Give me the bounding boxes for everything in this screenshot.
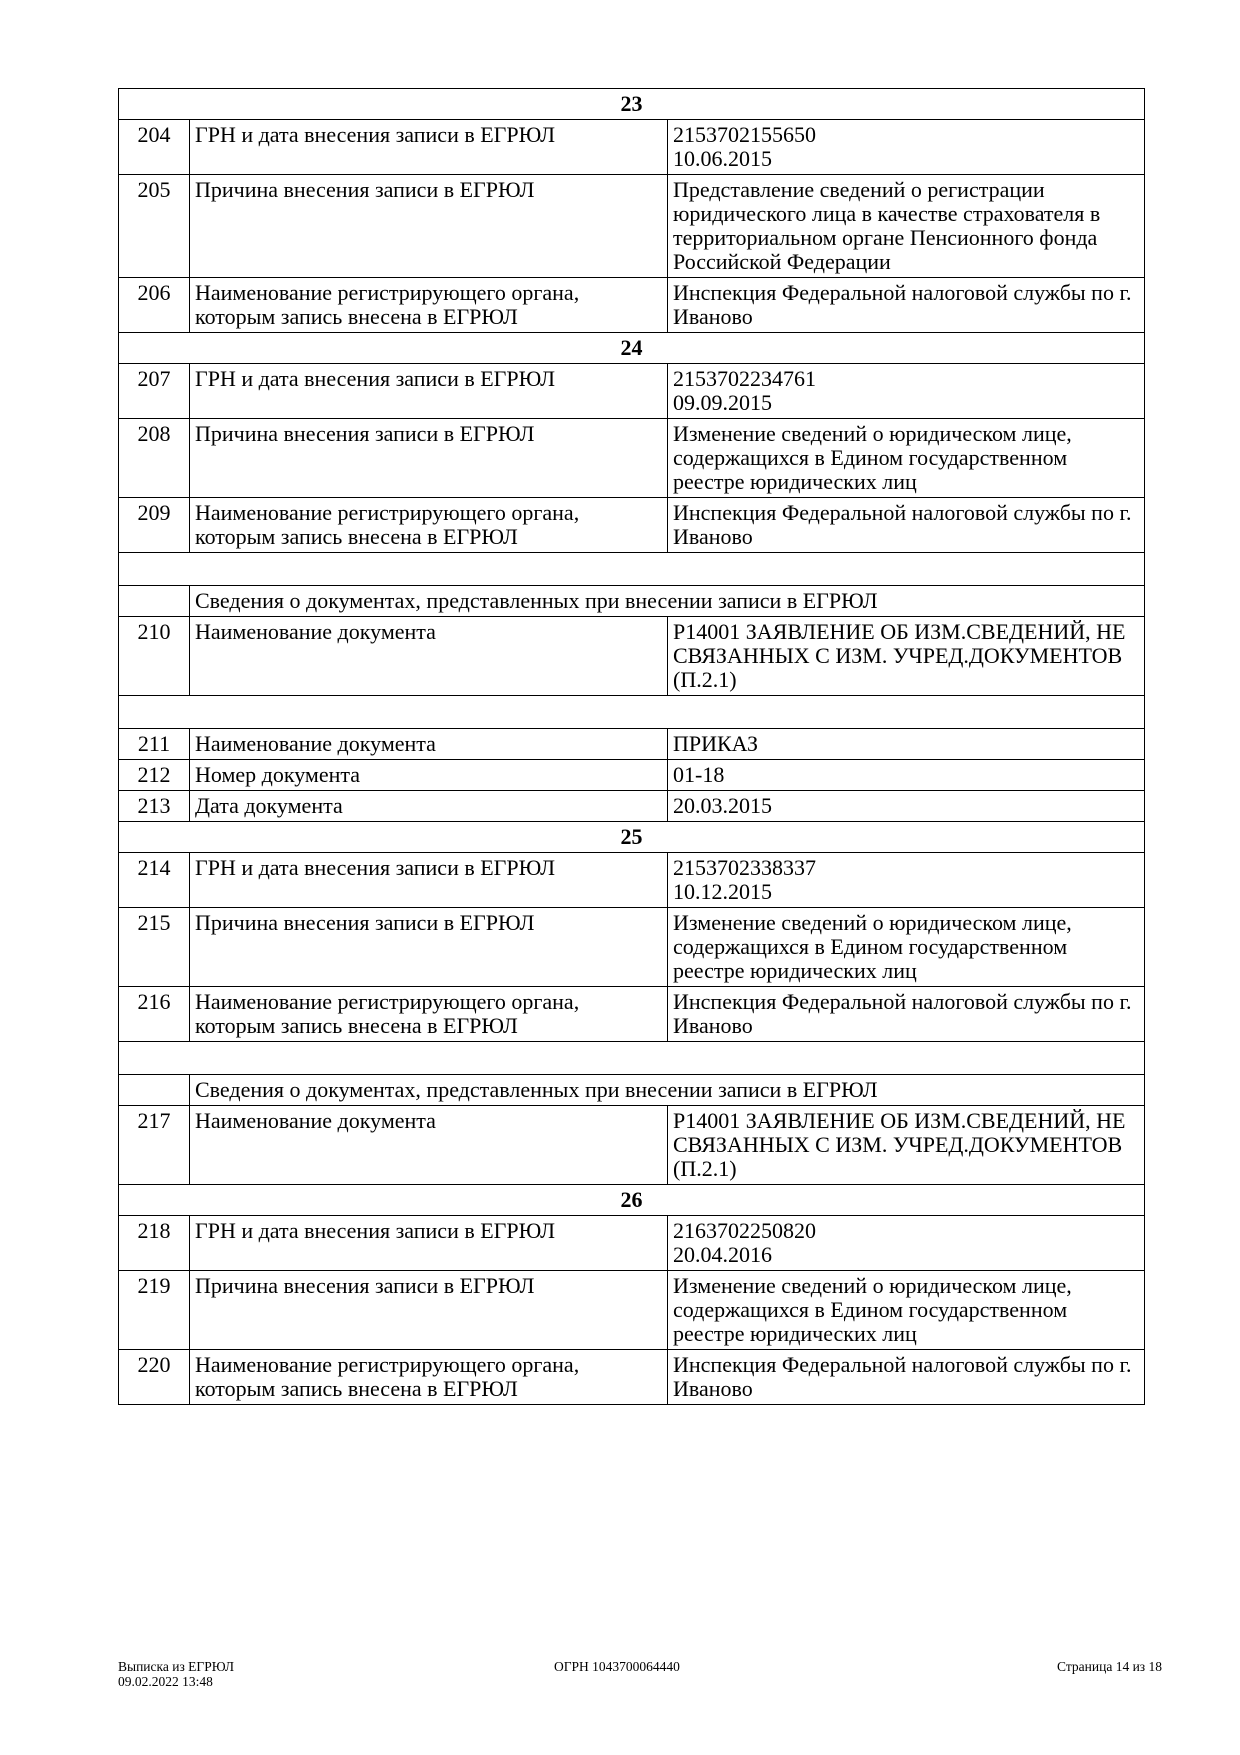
row-number: 220 [119, 1350, 190, 1405]
field-label: Причина внесения записи в ЕГРЮЛ [190, 419, 668, 498]
section-header-row [119, 1185, 1145, 1216]
field-value: 2153702155650 10.06.2015 [668, 120, 1145, 175]
field-value: 2153702338337 10.12.2015 [668, 853, 1145, 908]
field-value: 2153702234761 09.09.2015 [668, 364, 1145, 419]
field-label: ГРН и дата внесения записи в ЕГРЮЛ [190, 120, 668, 175]
field-label: Номер документа [190, 760, 668, 791]
row-number: 207 [119, 364, 190, 419]
blank-cell [119, 696, 1145, 729]
row-number: 214 [119, 853, 190, 908]
footer-title: Выписка из ЕГРЮЛ [118, 1659, 235, 1674]
field-label: ГРН и дата внесения записи в ЕГРЮЛ [190, 364, 668, 419]
subheader-number-cell [119, 1075, 190, 1106]
row-number: 206 [119, 278, 190, 333]
field-value: Инспекция Федеральной налоговой службы по г. Иваново [668, 987, 1145, 1042]
row-number: 218 [119, 1216, 190, 1271]
field-label: Причина внесения записи в ЕГРЮЛ [190, 175, 668, 278]
field-value: Инспекция Федеральной налоговой службы по г. Иваново [668, 278, 1145, 333]
row-number: 205 [119, 175, 190, 278]
field-label: Наименование документа [190, 729, 668, 760]
table-row [119, 1350, 1145, 1405]
field-value: Изменение сведений о юридическом лице, содержащихся в Едином государственном реестре юридических лиц [668, 908, 1145, 987]
field-value: Представление сведений о регистрации юридического лица в качестве страхователя в территориальном органе Пенсионного фонда Российской Федерации [668, 175, 1145, 278]
field-label: Причина внесения записи в ЕГРЮЛ [190, 1271, 668, 1350]
section-number: 26 [119, 1185, 1145, 1216]
row-number: 204 [119, 120, 190, 175]
section-number: 25 [119, 822, 1145, 853]
row-number: 209 [119, 498, 190, 553]
footer-page-number: Страница 14 из 18 [1057, 1659, 1162, 1674]
table-row [119, 175, 1145, 278]
field-label: Причина внесения записи в ЕГРЮЛ [190, 908, 668, 987]
field-label: ГРН и дата внесения записи в ЕГРЮЛ [190, 853, 668, 908]
table-row [119, 120, 1145, 175]
blank-cell [119, 553, 1145, 586]
blank-cell [119, 1042, 1145, 1075]
row-number: 212 [119, 760, 190, 791]
field-value: Р14001 ЗАЯВЛЕНИЕ ОБ ИЗМ.СВЕДЕНИЙ, НЕ СВЯЗАННЫХ С ИЗМ. УЧРЕД.ДОКУМЕНТОВ (П.2.1) [668, 1106, 1145, 1185]
documents-subheader: Сведения о документах, представленных при внесении записи в ЕГРЮЛ [190, 586, 1145, 617]
table-row [119, 364, 1145, 419]
field-value: Р14001 ЗАЯВЛЕНИЕ ОБ ИЗМ.СВЕДЕНИЙ, НЕ СВЯЗАННЫХ С ИЗМ. УЧРЕД.ДОКУМЕНТОВ (П.2.1) [668, 617, 1145, 696]
table-row [119, 908, 1145, 987]
field-value: ПРИКАЗ [668, 729, 1145, 760]
field-value: 01-18 [668, 760, 1145, 791]
row-number: 217 [119, 1106, 190, 1185]
table-row [119, 760, 1145, 791]
section-header-row [119, 333, 1145, 364]
row-number: 219 [119, 1271, 190, 1350]
documents-subheader-row [119, 586, 1145, 617]
table-row [119, 1271, 1145, 1350]
field-value: 20.03.2015 [668, 791, 1145, 822]
field-label: Дата документа [190, 791, 668, 822]
row-number: 210 [119, 617, 190, 696]
footer-document-info [118, 1644, 234, 1689]
page-footer [118, 1644, 1162, 1689]
table-row [119, 1106, 1145, 1185]
field-label: Наименование документа [190, 617, 668, 696]
field-value: Изменение сведений о юридическом лице, содержащихся в Едином государственном реестре юридических лиц [668, 1271, 1145, 1350]
section-number: 24 [119, 333, 1145, 364]
subheader-number-cell [119, 586, 190, 617]
table-row [119, 791, 1145, 822]
blank-row [119, 696, 1145, 729]
table-row [119, 1216, 1145, 1271]
table-row [119, 987, 1145, 1042]
footer-ogrn: ОГРН 1043700064440 [554, 1659, 680, 1674]
blank-row [119, 1042, 1145, 1075]
documents-subheader: Сведения о документах, представленных при внесении записи в ЕГРЮЛ [190, 1075, 1145, 1106]
egrul-records-table [118, 88, 1145, 1405]
documents-subheader-row [119, 1075, 1145, 1106]
section-header-row [119, 822, 1145, 853]
table-row [119, 419, 1145, 498]
footer-datetime: 09.02.2022 13:48 [118, 1674, 213, 1689]
field-value: Инспекция Федеральной налоговой службы по г. Иваново [668, 498, 1145, 553]
blank-row [119, 553, 1145, 586]
table-row [119, 498, 1145, 553]
row-number: 213 [119, 791, 190, 822]
field-label: Наименование регистрирующего органа, которым запись внесена в ЕГРЮЛ [190, 498, 668, 553]
table-row [119, 617, 1145, 696]
row-number: 215 [119, 908, 190, 987]
table-row [119, 729, 1145, 760]
field-label: Наименование документа [190, 1106, 668, 1185]
field-value: Изменение сведений о юридическом лице, содержащихся в Едином государственном реестре юридических лиц [668, 419, 1145, 498]
section-number: 23 [119, 89, 1145, 120]
field-label: Наименование регистрирующего органа, которым запись внесена в ЕГРЮЛ [190, 278, 668, 333]
field-label: Наименование регистрирующего органа, которым запись внесена в ЕГРЮЛ [190, 987, 668, 1042]
section-header-row [119, 89, 1145, 120]
records-table-body [119, 89, 1145, 1405]
field-value: 2163702250820 20.04.2016 [668, 1216, 1145, 1271]
field-label: ГРН и дата внесения записи в ЕГРЮЛ [190, 1216, 668, 1271]
row-number: 208 [119, 419, 190, 498]
table-row [119, 278, 1145, 333]
field-label: Наименование регистрирующего органа, которым запись внесена в ЕГРЮЛ [190, 1350, 668, 1405]
row-number: 216 [119, 987, 190, 1042]
row-number: 211 [119, 729, 190, 760]
field-value: Инспекция Федеральной налоговой службы по г. Иваново [668, 1350, 1145, 1405]
table-row [119, 853, 1145, 908]
